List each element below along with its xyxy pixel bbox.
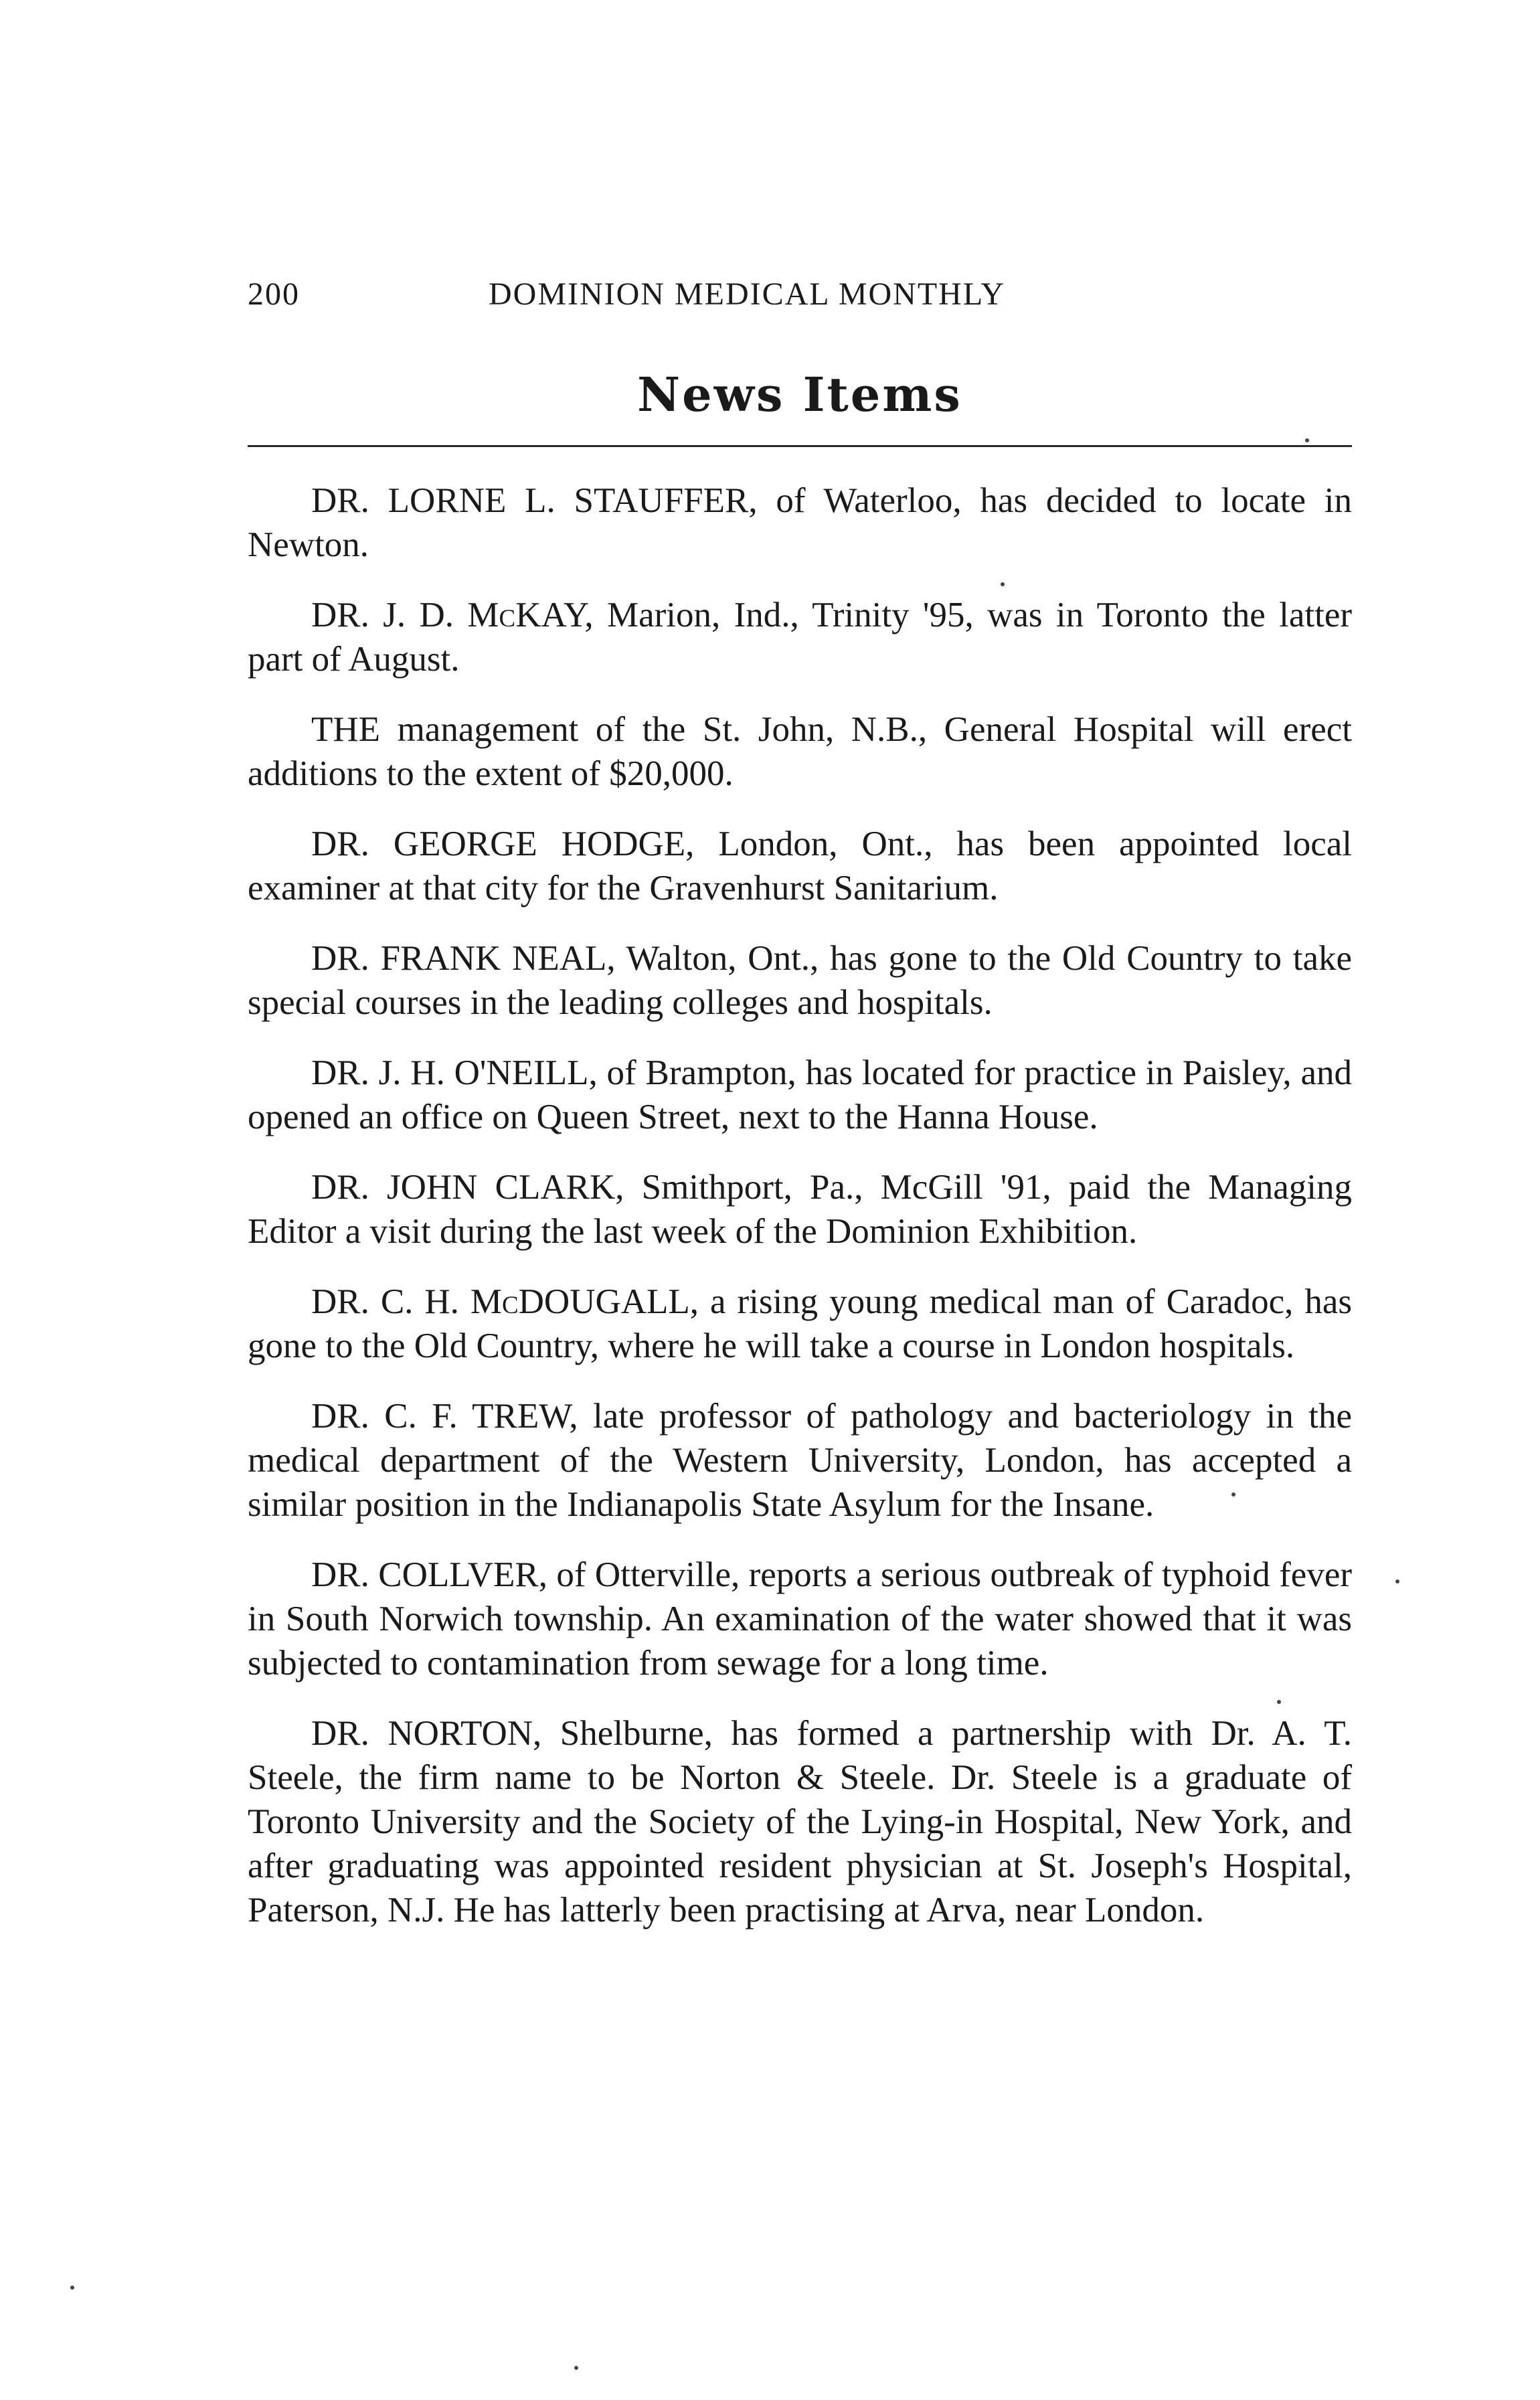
news-item [248,707,1352,796]
item-text: management of the St. John, N.B., General Hospital will erect additions to the extent of $20,000. [248,710,1352,793]
news-item [248,1553,1352,1685]
news-item [248,1394,1352,1527]
news-items [248,479,1352,1958]
item-text: Walton, Ont., has gone to the Old Country to take special courses in the leading colleges and hospitals. [248,939,1353,1022]
item-text: London, Ont., has been appointed local examiner at that city for the Gravenhurst Sanitarium. [248,825,1352,908]
scan-speck [1231,1492,1235,1496]
news-item [248,1711,1352,1932]
scan-speck [574,2366,578,2370]
item-name: THE [311,710,381,749]
item-text: Shelburne, has formed a partnership with Dr. A. T. Steele, the firm name to be Norton & Steele. Dr. Steele is a graduate of Toronto University and the Society of the Lying-in Hospital, New York, and after graduating was appointed resident physician at St. Joseph's Hospital, Paterson, N.J. He has latterly been practising at Arva, near London. [248,1714,1353,1930]
scan-speck [1395,1579,1399,1583]
item-text: a rising young medical man of Caradoc, has gone to the Old Country, where he will take a course in London hospitals. [248,1282,1352,1365]
item-text: of Otterville, reports a serious outbreak of typhoid fever in South Norwich township. An examination of the water showed that it was subjected to contamination from sewage for a long time. [248,1555,1352,1683]
item-name: DR. LORNE L. STAUFFER, [311,481,758,520]
journal-title: DOMINION MEDICAL MONTHLY [489,276,1006,312]
item-name: DR. NORTON, [311,1714,542,1753]
news-item [248,593,1352,681]
item-text: Smithport, Pa., McGill '91, paid the Managing Editor a visit during the last week of the Dominion Exhibition. [248,1168,1353,1251]
news-item [248,1165,1352,1254]
item-text: of Brampton, has located for practice in Paisley, and opened an office on Queen Street, next to the Hanna House. [248,1053,1352,1136]
item-name: DR. COLLVER, [311,1555,547,1594]
item-name: DR. J. D. McKAY, [311,596,594,634]
scan-speck [1305,438,1309,442]
item-name: DR. J. H. O'NEILL, [311,1053,598,1092]
item-name: DR. C. F. TREW, [311,1397,578,1436]
item-name: DR. GEORGE HODGE, [311,825,695,863]
news-item [248,1051,1352,1139]
item-name: DR. FRANK NEAL, [311,939,616,978]
news-item [248,936,1352,1025]
scan-speck [70,2286,74,2290]
item-name: DR. C. H. McDOUGALL, [311,1282,699,1321]
scan-speck [1001,582,1005,586]
news-item [248,822,1352,910]
page-number: 200 [248,276,300,312]
item-text: of Waterloo, has decided to locate in Newton. [248,481,1352,564]
section-title: News Items [637,367,962,422]
item-text: late professor of pathology and bacteriology in the medical department of the Western University, London, has accepted a similar position in the Indianapolis State Asylum for the Insane. [248,1397,1352,1524]
title-rule [248,445,1352,447]
news-item [248,1280,1352,1368]
item-name: DR. JOHN CLARK, [311,1168,624,1207]
news-item [248,479,1352,567]
item-text: Marion, Ind., Trinity '95, was in Toronto the latter part of August. [248,596,1352,679]
scan-speck [1277,1700,1281,1704]
running-head [248,271,1352,318]
